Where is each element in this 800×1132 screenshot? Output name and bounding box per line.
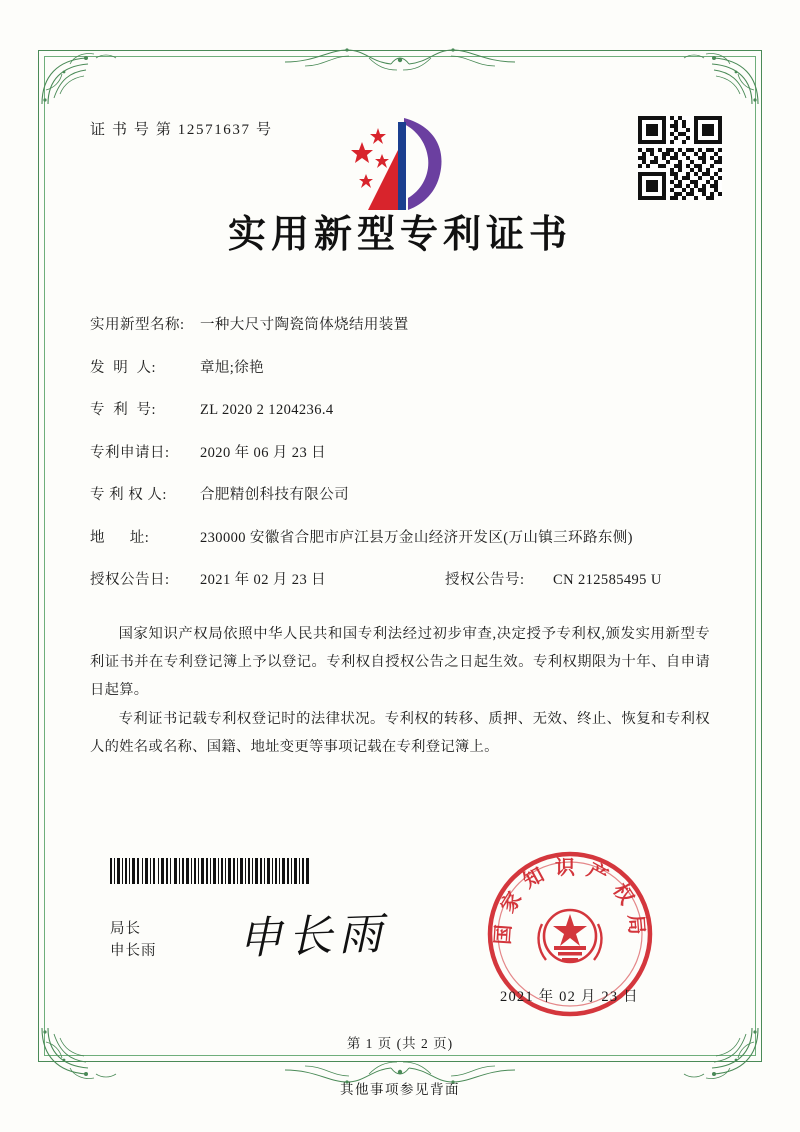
field-label: 专 利 权 人: [90,487,167,504]
field-row-patent-number [90,397,710,425]
field-value: 合肥精创科技有限公司 [200,487,349,504]
page-indicator: 第 1 页 (共 2 页) [346,1036,454,1051]
signature-name: 申长雨 [110,943,157,960]
page-title: 实用新型专利证书 [227,214,572,256]
certificate-content [90,96,710,764]
field-value: 2020 年 06 月 23 日 [200,444,327,461]
legal-paragraph-2: 专利证书记载专利权登记时的法律状况。专利权的转移、质押、无效、终止、恢复和专利权人的姓名或名称、国籍、地址变更等事项记载在专利登记簿上。 [90,711,710,756]
field-label: 专 利 号: [90,402,157,419]
field-row-application-date [90,440,710,468]
field-label-grant-date: 授权公告日: [90,572,170,589]
handwritten-signature: 申长雨 [237,909,389,964]
field-value: 230000 安徽省合肥市庐江县万金山经济开发区(万山镇三环路东侧) [200,529,633,546]
field-value: 一种大尺寸陶瓷筒体烧结用装置 [200,317,409,333]
barcode [110,858,310,884]
field-label: 地 址: [90,529,150,546]
field-value: 章旭;徐艳 [200,359,265,376]
field-list [90,312,710,595]
certificate-number: 证 书 号 第 12571637 号 [90,122,273,138]
field-row-inventor [90,355,710,383]
field-value: ZL 2020 2 1204236.4 [200,402,334,419]
field-row-grant [90,567,710,595]
field-row-address [90,525,710,553]
signature-role: 局长 [110,921,141,937]
field-value-grant-date: 2021 年 02 月 23 日 [200,572,327,589]
field-row-patentee [90,482,710,510]
field-label-grant-number: 授权公告号: [445,572,525,589]
field-value-grant-number: CN 212585495 U [553,572,662,589]
legal-text [90,621,710,762]
footer-note: 其他事项参见背面 [340,1082,460,1097]
field-label: 实用新型名称: [90,317,185,333]
top-center-flourish [285,44,515,84]
seal-date: 2021 年 02 月 23 日 [500,989,639,1005]
field-label: 专利申请日: [90,444,170,461]
legal-paragraph-1: 国家知识产权局依照中华人民共和国专利法经过初步审查,决定授予专利权,颁发实用新型专利证书并在专利登记簿上予以登记。专利权自授权公告之日起生效。专利权期限为十年、自申请日起算。 [90,625,710,698]
signature-block [110,918,157,963]
field-label: 发 明 人: [90,359,157,376]
svg-text:国家知识产权局: 国家知识产权局 [492,857,648,946]
field-row-name [90,312,710,340]
